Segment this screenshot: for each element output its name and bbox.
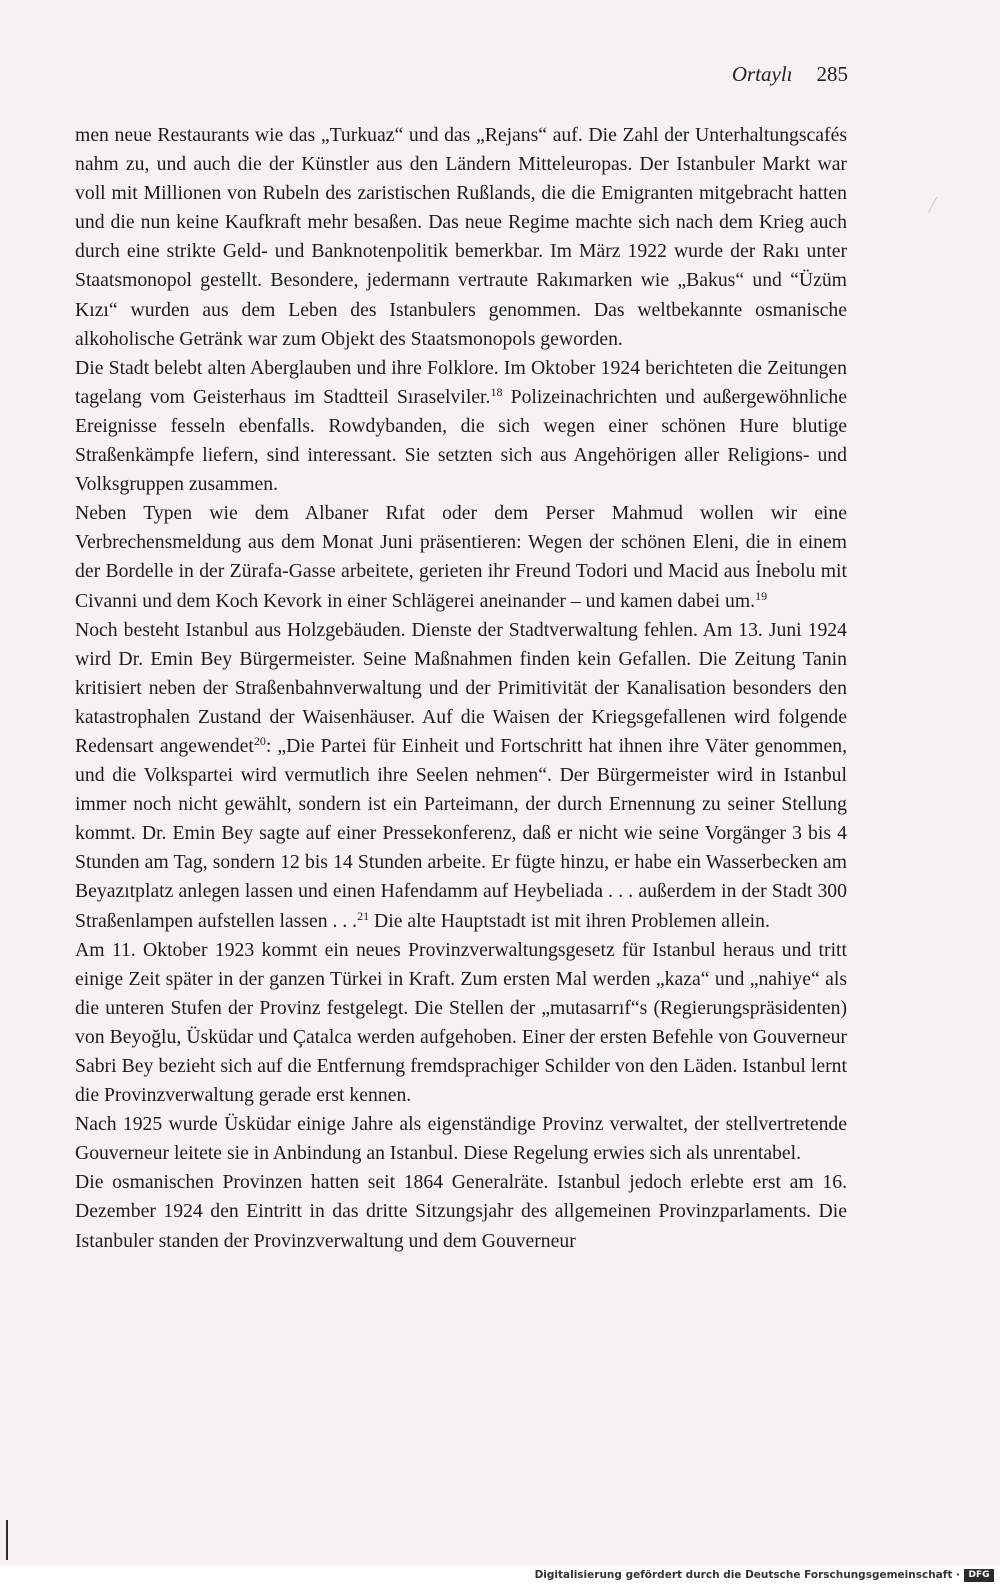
paragraph <box>75 936 847 1111</box>
text-segment: Am 11. Oktober 1923 kommt ein neues Provinzverwaltungsgesetz für Istanbul heraus und tritt einige Zeit später in der ganzen Türkei in Kraft. Zum ersten Mal werden „kaza“ und „nahiye“ als die unteren Stufen der Provinz festgelegt. Die Stellen der „mutasarrıf“s (Regierungspräsidenten) von Beyoğlu, Üsküdar und Çatalca werden aufgehoben. Einer der ersten Befehle von Gouverneur Sabri Bey bezieht sich auf die Entfernung fremdsprachiger Schilder von den Läden. Istanbul lernt die Provinzverwaltung gerade erst kennen. <box>75 938 847 1107</box>
dfg-logo-icon: DFG <box>964 1569 994 1582</box>
text-segment: Noch besteht Istanbul aus Holzgebäuden. Dienste der Stadtverwaltung fehlen. Am 13. Juni 1924 wird Dr. Emin Bey Bürgermeister. Seine Maßnahmen finden kein Gefallen. Die Zeitung Tanin kritisiert neben der Straßenbahnverwaltung und der Primitivität der Kanalisation besonders den katastrophalen Zustand der Waisenhäuser. Auf die Waisen der Kriegsgefallenen wird folgende Redensart angewendet <box>75 618 847 757</box>
body-text <box>75 121 847 1256</box>
scan-edge <box>6 1520 8 1560</box>
paragraph <box>75 499 847 615</box>
text-segment: Nach 1925 wurde Üsküdar einige Jahre als eigenständige Provinz verwaltet, der stellvertretende Gouverneur leitete sie in Anbindung an Istanbul. Diese Regelung erwies sich als unrentabel. <box>75 1113 847 1165</box>
text-segment: Polizeinachrichten und außergewöhnliche Ereignisse fesseln ebenfalls. Rowdybanden, die sich wegen einer schönen Hure blutige Straßenkämpfe liefern, sind interessant. Sie setzten sich aus Angehörigen aller Religions- und Volksgruppen zusammen. <box>75 385 847 496</box>
text-segment: Die alte Hauptstadt ist mit ihren Problemen allein. <box>369 909 770 932</box>
footnote-ref[interactable]: 21 <box>357 908 370 923</box>
text-segment: men neue Restaurants wie das „Turkuaz“ und das „Rejans“ auf. Die Zahl der Unterhaltungscafés nahm zu, und auch die der Künstler aus den Ländern Mitteleuropas. Der Istanbuler Markt war voll mit Millionen von Rubeln des zaristischen Rußlands, die die Emigranten mitgebracht hatten und die nun keine Kaufkraft mehr besaßen. Das neue Regime machte sich nach dem Krieg auch durch eine strikte Geld- und Banknotenpolitik bemerkbar. Im März 1922 wurde der Rakı unter Staatsmonopol gestellt. Besondere, jedermann vertraute Rakımarken wie „Bakus“ und “Üzüm Kızı“ wurden aus dem Leben des Istanbulers genommen. Das weltbekannte osmanische alkoholische Getränk war zum Objekt des Staatsmonopols geworden. <box>75 124 847 350</box>
paragraph <box>75 616 847 936</box>
digitization-footer <box>0 1566 1000 1584</box>
footnote-ref[interactable]: 18 <box>490 384 503 399</box>
paragraph <box>75 1110 847 1168</box>
footnote-ref[interactable]: 19 <box>755 588 768 603</box>
text-segment: Die osmanischen Provinzen hatten seit 1864 Generalräte. Istanbul jedoch erlebte erst am 16. Dezember 1924 den Eintritt in das dritte Sitzungsjahr des allgemeinen Provinzparlaments. Die Istanbuler standen der Provinzverwaltung und dem Gouverneur <box>75 1171 847 1252</box>
footnote-ref[interactable]: 20 <box>253 733 266 748</box>
text-segment: : „Die Partei für Einheit und Fortschritt hat ihnen ihre Väter genommen, und die Volkspartei wird vermutlich ihre Seelen nehmen“. Der Bürgermeister wird in Istanbul immer noch nicht gewählt, sondern ist ein Parteimann, der durch Ernennung zu seiner Stellung kommt. Dr. Emin Bey sagte auf einer Pressekonferenz, daß er nicht wie seine Vorgänger 3 bis 4 Stunden am Tag, sondern 12 bis 14 Stunden arbeite. Er fügte hinzu, er habe ein Wasserbecken am Beyazıtplatz anlegen lassen und einen Hafendamm auf Heybeliada . . . außerdem in der Stadt 300 Straßenlampen aufstellen lassen . . . <box>75 734 847 932</box>
paragraph <box>75 354 847 499</box>
text-segment: Neben Typen wie dem Albaner Rıfat oder dem Perser Mahmud wollen wir eine Verbrechensmeldung aus dem Monat Juni präsentieren: Wegen der schönen Eleni, die in einem der Bordelle in der Zürafa-Gasse arbeitete, gerieten ihr Freund Todori und Macid aus İnebolu mit Civanni und dem Koch Kevork in einer Schlägerei aneinander – und kamen dabei um. <box>75 502 847 612</box>
text-segment: Die Stadt belebt alten Aberglauben und ihre Folklore. Im Oktober 1924 berichteten die Zeitungen tagelang vom Geisterhaus im Stadtteil Sıraselviler. <box>75 356 847 408</box>
paragraph <box>75 121 847 354</box>
running-header-author: Ortaylı <box>731 62 793 86</box>
digitization-credit: Digitalisierung gefördert durch die Deutsche Forschungsgemeinschaft · <box>534 1569 960 1581</box>
page-number: 285 <box>816 62 848 86</box>
scan-mark <box>928 197 937 213</box>
running-header <box>732 62 848 87</box>
paragraph <box>75 1168 847 1255</box>
